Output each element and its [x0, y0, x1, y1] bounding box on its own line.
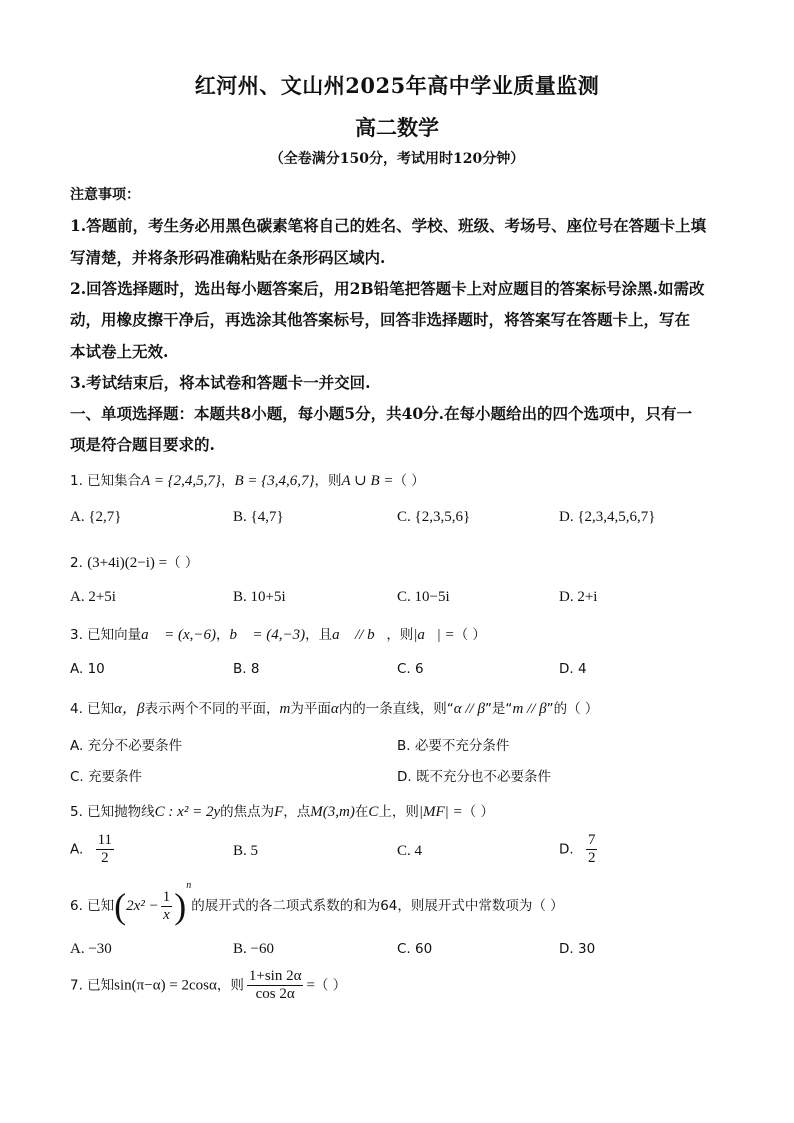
- q1-sep: ，: [220, 473, 235, 489]
- note-1-line-2: 写清楚，并将条形码准确粘贴在条形码区域内.: [70, 248, 386, 267]
- note-2-line-2: 动，用橡皮擦干净后，再选涂其他答案标号，回答非选择题时，将答案写在答题卡上，写在: [70, 310, 691, 329]
- question-2: [70, 551, 198, 572]
- q4-text-1: 4. 已知: [70, 701, 115, 717]
- question-6: 6. 已知(2x² − $\frac{1}{x}$ )$^n$的展开式的各二项式系数的和为64，则展开式中常数项为（ ）: [70, 880, 564, 926]
- q6-text: 的展开式的各二项式系数的和为64，则展开式中常数项为（ ）: [191, 898, 564, 914]
- q3-option-c: C. 6: [397, 661, 424, 677]
- q5-focus: F: [274, 804, 284, 820]
- q4-cond-1: α // β: [453, 701, 485, 717]
- q4-option-c: C. 充要条件: [70, 769, 143, 785]
- exam-info: （全卷满分150分，考试用时120分钟）: [269, 151, 525, 167]
- q6-base: 2x² −: [126, 898, 159, 914]
- note-2-line-3: 本试卷上无效.: [70, 342, 169, 361]
- q4-alpha: α: [330, 701, 339, 717]
- q7-prefix: 7. 已知: [70, 977, 115, 994]
- q1-prefix: 1. 已知集合: [70, 473, 142, 489]
- q5-text-4: 在: [354, 804, 369, 820]
- q4-option-b: B. 必要不充分条件: [397, 738, 510, 754]
- notes-heading: 注意事项：: [70, 187, 140, 203]
- q3-blank: （ ）: [454, 627, 486, 643]
- q1-option-c: C. {2,3,5,6}: [397, 509, 471, 525]
- q4-text-5: ”是“: [484, 701, 513, 717]
- q7-condition: sin(π−α) = 2cosα: [114, 977, 217, 994]
- q2-option-d: D. 2+i: [559, 589, 598, 605]
- exam-title: 红河州、文山州2025年高中学业质量监测: [194, 73, 600, 98]
- q1-option-b: B. {4,7}: [233, 509, 284, 525]
- q1-set-b: B = {3,4,6,7}: [234, 473, 315, 489]
- note-3-line-1: 3.考试结束后，将本试卷和答题卡一并交回.: [70, 373, 371, 392]
- q1-set-a: A = {2,4,5,7}: [141, 473, 221, 489]
- question-3: [70, 623, 486, 644]
- section-1-line-2: 项是符合题目要求的.: [70, 435, 215, 454]
- q2-expr: (3+4i)(2−i) =: [87, 555, 168, 571]
- q3-sep2: ，且: [305, 627, 333, 643]
- q6-exponent: n: [186, 880, 192, 891]
- q6-option-d: D. 30: [559, 941, 596, 957]
- q2-option-a: A. 2+5i: [70, 589, 116, 605]
- q2-prefix: 2.: [70, 555, 83, 571]
- q4-option-a: A. 充分不必要条件: [70, 738, 183, 754]
- q3-option-b: B. 8: [233, 661, 260, 677]
- q2-option-c: C. 10−5i: [397, 589, 450, 605]
- q5-d-fraction: $\frac{7}{2}$: [587, 832, 596, 866]
- q4-option-d: D. 既不充分也不必要条件: [397, 769, 551, 785]
- q7-blank: （ ）: [314, 977, 347, 994]
- q5-text-5: 上，则: [378, 804, 419, 820]
- note-2-line-1: 2.回答选择题时，选出每小题答案后，用2B铅笔把答题卡上对应题目的答案标号涂黑.如需改: [70, 279, 705, 298]
- q6-prefix: 6. 已知: [70, 898, 115, 914]
- q2-option-b: B. 10+5i: [233, 589, 286, 605]
- q3-sep1: ，: [215, 627, 230, 643]
- q1-ask: ，则: [314, 473, 342, 489]
- q3-ask: ，则: [386, 627, 414, 643]
- q5-text-1: 5. 已知抛物线: [70, 804, 155, 820]
- q3-magnitude: |a⃗| =: [413, 627, 455, 643]
- q3-vector-b: b⃗ = (4,−3): [229, 627, 306, 643]
- q5-curve: C : x² = 2y: [154, 804, 221, 820]
- q6-option-a: A. −30: [70, 941, 112, 957]
- q1-option-d: D. {2,3,4,5,6,7}: [559, 509, 656, 525]
- q4-m: m: [279, 701, 291, 717]
- q5-option-a: A. $\frac{11}{2}$: [70, 832, 113, 866]
- q5-text-2: 的焦点为: [220, 804, 275, 820]
- question-5: [70, 800, 494, 821]
- q4-text-6: ”的（ ）: [546, 701, 599, 717]
- q5-point-m: M(3,m): [310, 804, 355, 820]
- q5-option-c: C. 4: [397, 843, 423, 859]
- q5-blank: （ ）: [462, 804, 494, 820]
- q7-ask: ，则: [216, 977, 244, 994]
- q5-a-fraction: $\frac{11}{2}$: [97, 832, 113, 866]
- q4-cond-2: m // β: [512, 701, 547, 717]
- q3-prefix: 3. 已知向量: [70, 627, 142, 643]
- q5-distance: |MF| =: [418, 804, 463, 820]
- q3-parallel: a⃗ // b⃗: [332, 627, 387, 643]
- q3-option-d: D. 4: [559, 661, 587, 677]
- q5-option-d: D. $\frac{7}{2}$: [559, 832, 596, 866]
- question-7: [70, 968, 346, 1003]
- question-4: [70, 697, 598, 718]
- q6-fraction: $\frac{1}{x}$: [162, 888, 171, 923]
- q6-option-b: B. −60: [233, 941, 274, 957]
- q3-vector-a: a⃗ = (x,−6): [141, 627, 216, 643]
- q5-option-b: B. 5: [233, 843, 259, 859]
- q5-curve-c: C: [368, 804, 379, 820]
- q2-blank: （ ）: [167, 555, 199, 571]
- subject-title: 高二数学: [355, 115, 439, 140]
- q6-option-c: C. 60: [397, 941, 433, 957]
- q4-text-4: 内的一条直线，则“: [338, 701, 454, 717]
- q1-option-a: A. {2,7}: [70, 509, 122, 525]
- q4-text-2: 表示两个不同的平面，: [144, 701, 280, 717]
- section-1-line-1: 一、单项选择题：本题共8小题，每小题5分，共40分.在每小题给出的四个选项中，只有一: [70, 404, 693, 423]
- q1-blank: （ ）: [393, 473, 425, 489]
- q3-option-a: A. 10: [70, 661, 105, 677]
- q7-equals: =: [306, 977, 315, 994]
- q1-expr: A ∪ B =: [341, 473, 394, 489]
- q7-fraction: $\frac{1+\sin 2\alpha}{\cos 2\alpha}$: [248, 968, 302, 1002]
- q5-text-3: ，点: [283, 804, 311, 820]
- q4-alpha-beta: α，β: [114, 701, 145, 717]
- question-1: [70, 469, 425, 490]
- note-1-line-1: 1.答题前，考生务必用黑色碳素笔将自己的姓名、学校、班级、考场号、座位号在答题卡上填: [70, 216, 707, 235]
- q4-text-3: 为平面: [290, 701, 331, 717]
